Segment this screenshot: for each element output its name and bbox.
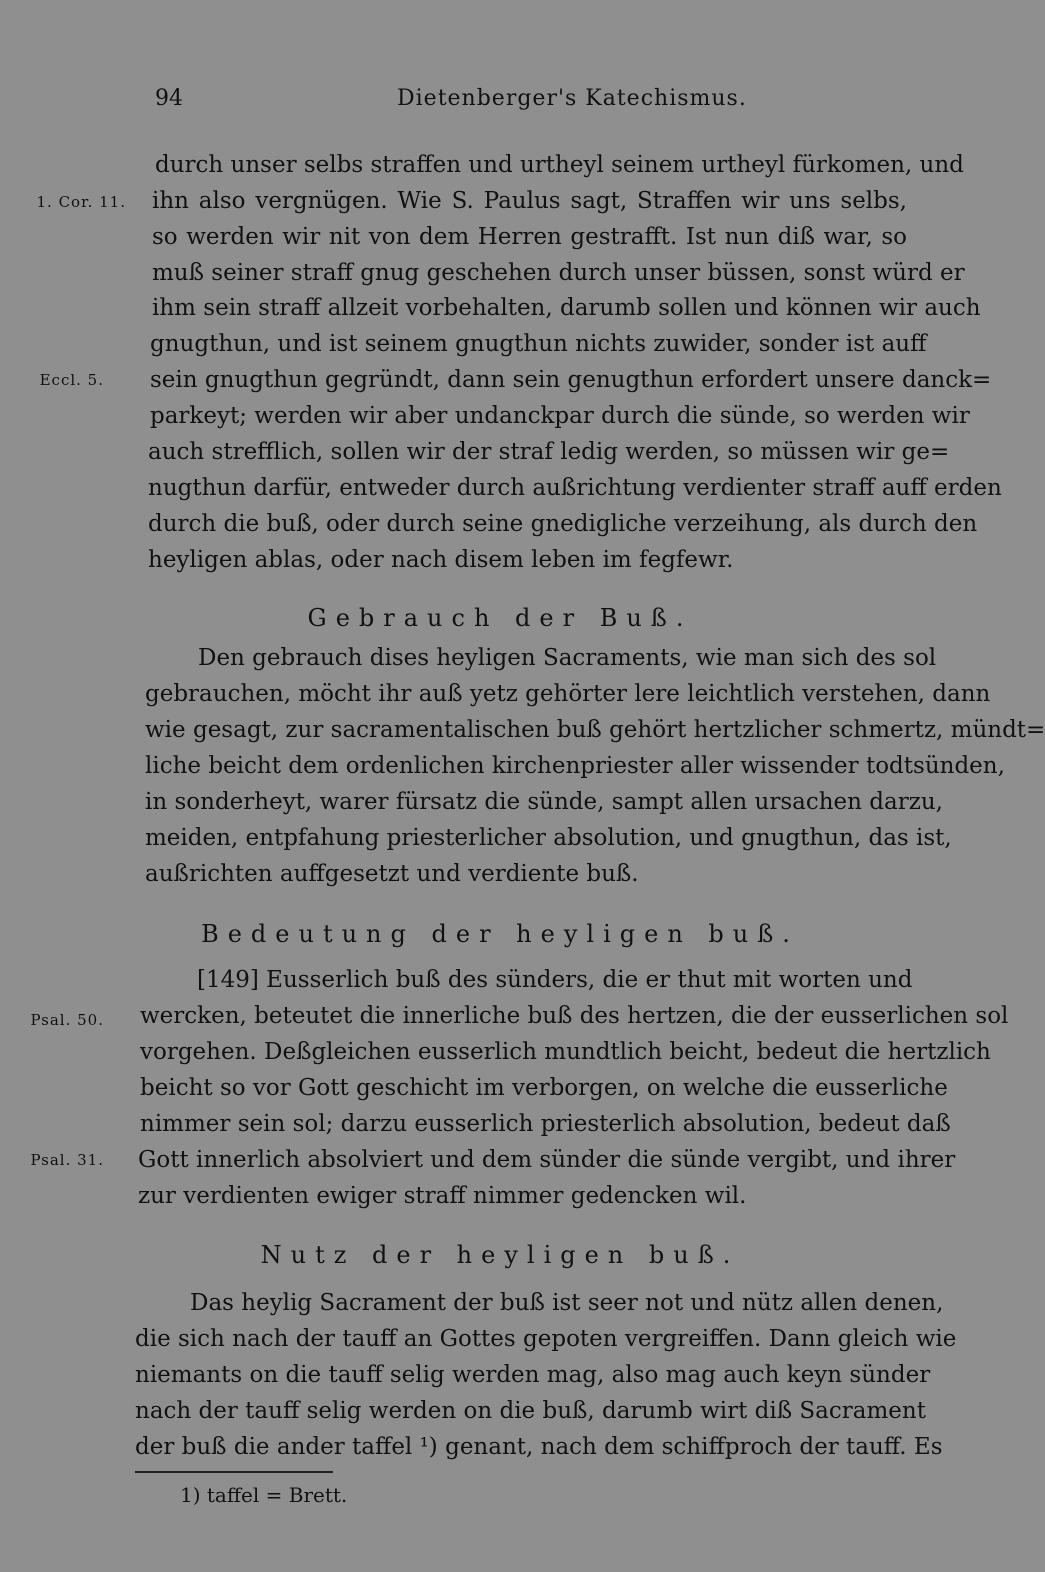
text-line: nach der tauff selig werden on die buß, darumb wirt diß Sacrament xyxy=(135,1398,926,1424)
page-number: 94 xyxy=(155,86,183,111)
margin-ref: Eccl. 5. xyxy=(39,371,104,389)
text-line: wercken, beteutet die innerliche buß des hertzen, die der eusserlichen sol xyxy=(140,1003,1009,1029)
text-line: wie gesagt, zur sacramentalischen buß gehört hertzlicher schmertz, mündt= xyxy=(145,717,1045,743)
text-line: gebrauchen, möcht ihr auß yetz gehörter lere leichtlich verstehen, dann xyxy=(145,681,991,707)
text-line: sein gnugthun gegründt, dann sein genugthun erfordert unsere danck= xyxy=(150,367,992,393)
margin-ref: Psal. 31. xyxy=(30,1151,104,1169)
text-line: nugthun darfür, entweder durch außrichtung verdienter straff auff erden xyxy=(148,475,1002,501)
text-line: meiden, entpfahung priesterlicher absolution, und gnugthun, das ist, xyxy=(145,825,952,851)
text-line: ihn also vergnügen. Wie S. Paulus sagt, Straffen wir uns selbs, xyxy=(152,188,907,214)
text-line: vorgehen. Deßgleichen eusserlich mundtlich beicht, bedeut die hertzlich xyxy=(140,1039,991,1065)
text-line: auch strefflich, sollen wir der straf ledig werden, so müssen wir ge= xyxy=(148,439,950,465)
section-heading: Gebrauch der Buß. xyxy=(307,604,693,632)
footnote: 1) taffel = Brett. xyxy=(180,1483,348,1507)
text-line: nimmer sein sol; darzu eusserlich priesterlich absolution, bedeut daß xyxy=(140,1111,951,1137)
text-line: liche beicht dem ordenlichen kirchenpriester aller wissender todtsünden, xyxy=(145,753,1005,779)
text-line: so werden wir nit von dem Herren gestrafft. Ist nun diß war, so xyxy=(152,224,907,250)
text-line: muß seiner straff gnug geschehen durch unser büssen, sonst würd er xyxy=(152,260,965,286)
section-heading: Nutz der heyligen buß. xyxy=(260,1241,740,1269)
text-line: parkeyt; werden wir aber undanckpar durch die sünde, so werden wir xyxy=(150,403,970,429)
text-line: heyligen ablas, oder nach disem leben im fegfewr. xyxy=(148,547,734,573)
text-line: außrichten auffgesetzt und verdiente buß. xyxy=(145,861,639,887)
margin-ref: 1. Cor. 11. xyxy=(36,193,126,211)
page-header xyxy=(0,86,1000,122)
margin-ref: Psal. 50. xyxy=(30,1011,104,1029)
text-line: ihm sein straff allzeit vorbehalten, darumb sollen und können wir auch xyxy=(152,295,981,321)
text-line: die sich nach der tauff an Gottes gepoten vergreiffen. Dann gleich wie xyxy=(135,1326,957,1352)
text-line: gnugthun, und ist seinem gnugthun nichts zuwider, sonder ist auff xyxy=(150,331,927,357)
text-line: Den gebrauch dises heyligen Sacraments, wie man sich des sol xyxy=(198,645,937,671)
text-line: niemants on die tauff selig werden mag, also mag auch keyn sünder xyxy=(135,1362,931,1388)
text-line: beicht so vor Gott geschicht im verborgen, on welche die eusserliche xyxy=(140,1075,948,1101)
section-heading: Bedeutung der heyligen buß. xyxy=(201,920,799,948)
text-line: [149] Eusserlich buß des sünders, die er thut mit worten und xyxy=(197,967,913,993)
text-line: der buß die ander taffel ¹) genant, nach dem schiffproch der tauff. Es xyxy=(135,1434,943,1460)
text-line: Gott innerlich absolviert und dem sünder die sünde vergibt, und ihrer xyxy=(138,1147,956,1173)
footnote-rule xyxy=(135,1471,333,1473)
text-line: zur verdienten ewiger straff nimmer gedencken wil. xyxy=(138,1183,747,1209)
text-line: in sonderheyt, warer fürsatz die sünde, sampt allen ursachen darzu, xyxy=(145,789,943,815)
text-line: durch unser selbs straffen und urtheyl seinem urtheyl fürkomen, und xyxy=(155,152,964,178)
text-line: durch die buß, oder durch seine gnedigliche verzeihung, als durch den xyxy=(148,511,978,537)
running-title: Dietenberger's Katechismus. xyxy=(397,86,747,111)
text-line: Das heylig Sacrament der buß ist seer not und nütz allen denen, xyxy=(190,1290,944,1316)
